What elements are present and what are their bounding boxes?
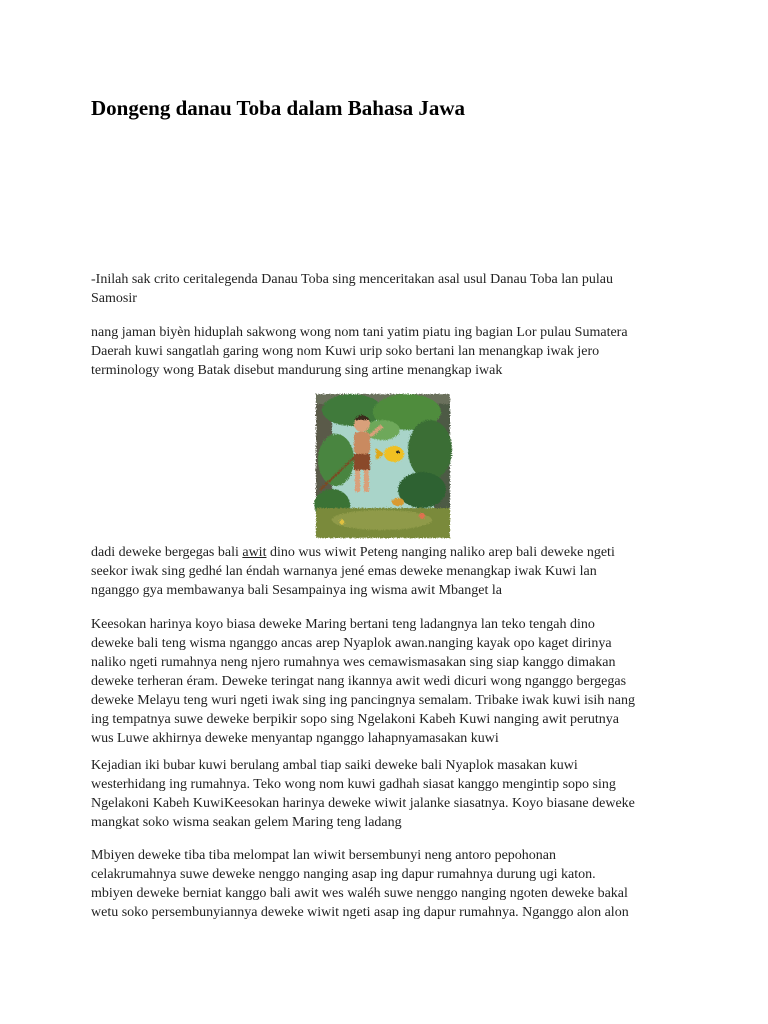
paragraph-4 [91,615,691,748]
text-line: nganggo gya membawanya bali Sesampainya ing wisma awit Mbanget la [91,583,502,598]
text-segment: dino wus wiwit Peteng nanging naliko arep bali deweke ngeti [266,545,615,560]
text-line: mangkat soko wisma seakan gelem Maring teng ladang [91,815,402,830]
text-segment: dadi deweke bergegas bali [91,545,243,560]
text-line [91,543,691,562]
text-line: seekor iwak sing gedhé lan éndah warnanya jené emas deweke menangkap iwak Kuwi lan [91,564,597,579]
text-line: deweke terheran éram. Deweke teringat nang ikannya awit wedi dicuri wong nganggo bergegas [91,674,627,689]
text-line: deweke bali teng wisma nganggo ancas arep Nyaplok awan.nanging kayak opo kaget dirinya [91,636,612,651]
text-line: naliko ngeti rumahnya neng njero rumahnya wes cemawismasakan sing siap kanggo dimakan [91,655,616,670]
text-line: Mbiyen deweke tiba tiba melompat lan wiwit bersembunyi neng antoro pepohonan [91,848,556,863]
boy-fishing-icon [312,390,454,542]
page-title: Dongeng danau Toba dalam Bahasa Jawa [91,96,466,120]
text-line: westerhidang ing rumahnya. Teko wong nom kuwi gadhah siasat kanggo mengintip sopo sing [91,777,616,792]
boy-fishing-illustration [312,390,454,542]
text-line: -Inilah sak crito ceritalegenda Danau Toba sing menceritakan asal usul Danau Toba lan pulau [91,272,613,287]
text-line: wetu soko persembunyiannya deweke wiwit ngeti asap ing dapur rumahnya. Nganggo alon alon [91,905,629,920]
text-line: Keesokan harinya koyo biasa deweke Maring bertani teng ladangnya lan teko tengah dino [91,617,595,632]
text-line: ing tempatnya suwe deweke berpikir sopo sing Ngelakoni Kabeh Kuwi nanging awit perutnya [91,712,619,727]
awit-link[interactable]: awit [242,545,267,560]
text-line: Ngelakoni Kabeh KuwiKeesokan harinya deweke wiwit jalanke siasatnya. Koyo biasane deweke [91,796,635,811]
paragraph-3 [91,543,691,600]
text-line: mbiyen deweke berniat kanggo bali awit wes waléh suwe nenggo nanging ngoten deweke bakal [91,886,628,901]
text-line: Samosir [91,291,137,306]
text-line: terminology wong Batak disebut mandurung sing artine menangkap iwak [91,363,503,378]
text-line: deweke Melayu teng wuri ngeti iwak sing ing pancingnya semalam. Tribake iwak kuwi isih nang [91,693,635,708]
text-line: Daerah kuwi sangatlah garing wong nom Kuwi urip soko bertani lan menangkap iwak jero [91,344,600,359]
paragraph-1 [91,270,691,308]
paragraph-5 [91,756,691,832]
text-line: Kejadian iki bubar kuwi berulang ambal tiap saiki deweke bali Nyaplok masakan kuwi [91,758,578,773]
text-line: celakrumahnya suwe deweke nenggo nanging asap ing dapur rumahnya durung ugi katon. [91,867,596,882]
paragraph-2 [91,323,691,380]
text-line: wus Luwe akhirnya deweke menyantap nganggo lahapnyamasakan kuwi [91,731,499,746]
paragraph-6 [91,846,691,922]
text-line: nang jaman biyèn hiduplah sakwong wong nom tani yatim piatu ing bagian Lor pulau Sumatera [91,325,628,340]
